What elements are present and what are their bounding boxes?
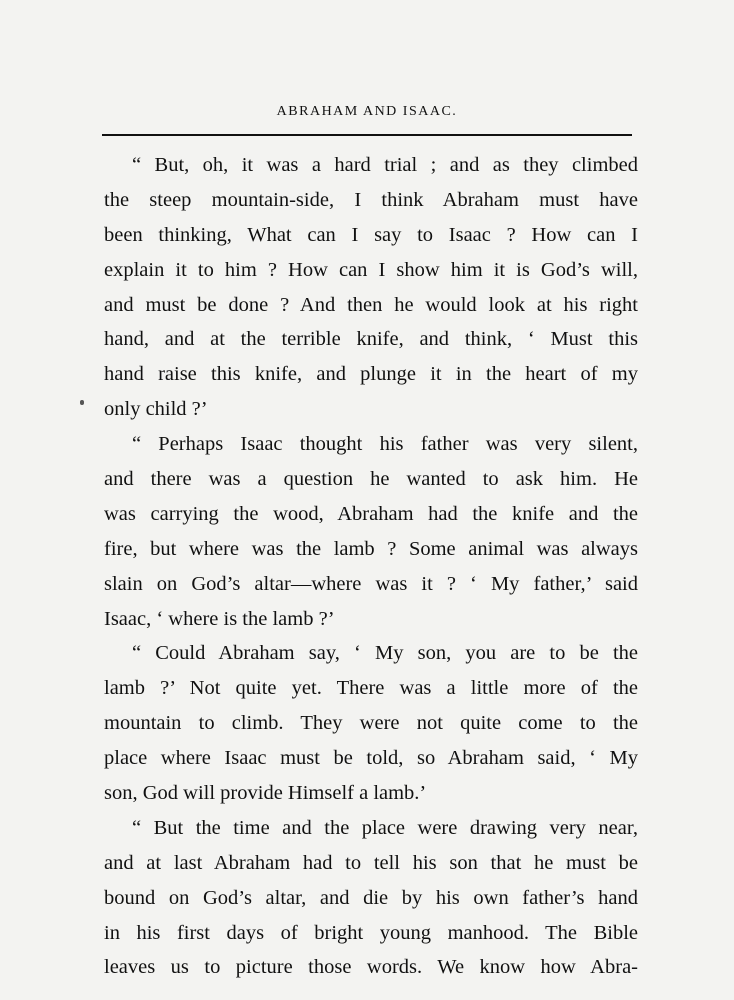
text-line: explain it to him ? How can I show him it is God’s will, <box>104 258 638 281</box>
text-line: son, God will provide Himself a lamb.’ <box>104 782 427 805</box>
text-line: hand, and at the terrible knife, and think, ‘ Must this <box>104 328 638 351</box>
text-line: “ But the time and the place were drawing very near, <box>132 816 638 839</box>
text-line: mountain to climb. They were not quite come to the <box>104 712 638 735</box>
text-line: bound on God’s altar, and die by his own father’s hand <box>104 886 638 909</box>
text-line: the steep mountain-side, I think Abraham must have <box>104 188 638 211</box>
text-line: “ Could Abraham say, ‘ My son, you are to be the <box>132 642 638 665</box>
text-line: “ Perhaps Isaac thought his father was very silent, <box>132 433 638 456</box>
header-rule <box>102 134 632 136</box>
margin-speck <box>80 400 84 405</box>
body-text <box>104 148 638 985</box>
text-line: in his first days of bright young manhood. The Bible <box>104 921 638 944</box>
text-line: and at last Abraham had to tell his son that he must be <box>104 851 638 874</box>
text-line: leaves us to picture those words. We know how Abra- <box>104 956 638 979</box>
text-line: was carrying the wood, Abraham had the knife and the <box>104 502 638 525</box>
text-line: slain on God’s altar—where was it ? ‘ My father,’ said <box>104 572 638 595</box>
text-line: “ But, oh, it was a hard trial ; and as they climbed <box>132 154 638 176</box>
text-line: been thinking, What can I say to Isaac ? How can I <box>104 223 638 246</box>
text-line: place where Isaac must be told, so Abraham said, ‘ My <box>104 747 638 770</box>
text-line: Isaac, ‘ where is the lamb ?’ <box>104 607 335 630</box>
text-line: lamb ?’ Not quite yet. There was a little more of the <box>104 677 638 700</box>
text-line: hand raise this knife, and plunge it in the heart of my <box>104 363 638 386</box>
text-line: and there was a question he wanted to ask him. He <box>104 468 638 491</box>
text-line: only child ?’ <box>104 398 208 421</box>
running-head: ABRAHAM AND ISAAC. <box>276 104 458 119</box>
text-line: fire, but where was the lamb ? Some animal was always <box>104 537 638 560</box>
text-line: and must be done ? And then he would look at his right <box>104 293 638 316</box>
